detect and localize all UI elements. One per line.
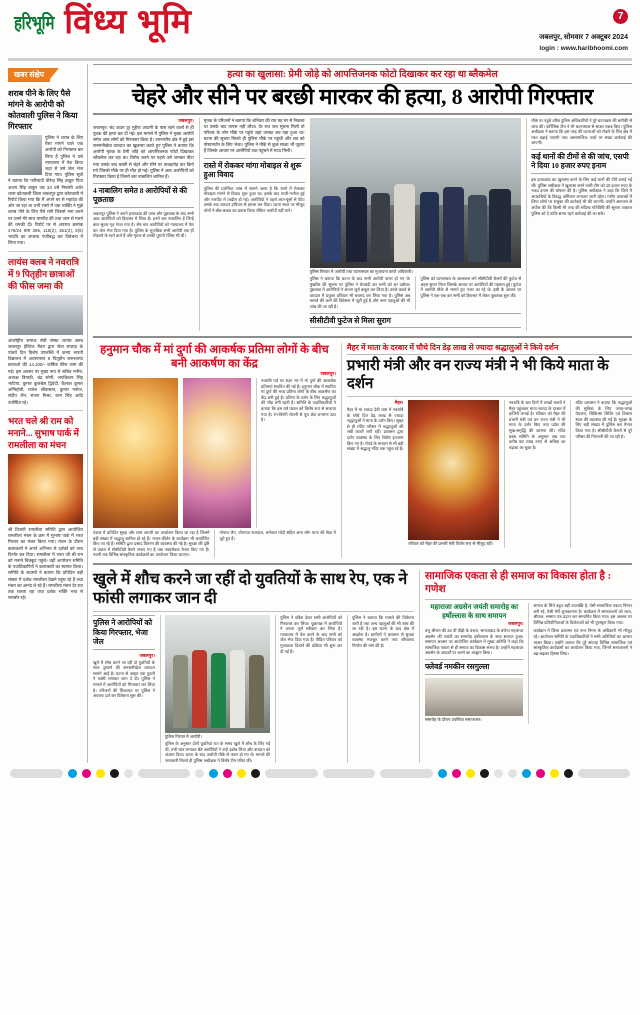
main-content	[88, 64, 632, 763]
sidebar-item-3-text: श्री विजयी रामलीला समिति द्वारा आयोजित रामलीला मंचन के क्रम में सुभाष पार्क में भरत मिलाप का मंचन किया गया। मंचन के दौरान कलाकारों ने अपने अभिनय से दर्शकों को भाव विभोर कर दिया। रामलीला में भरत जी श्री राम को मनाने चित्रकूट पहुंचे। वहीं आयोजन समिति के पदाधिकारियों ने कलाकारों का स्वागत किया। समिति के सदस्यों ने बताया कि प्रतिदिन बड़ी संख्या में दर्शक रामलीला देखने पहुंच रहे हैं तथा मंचन का आनंद ले रहे हैं। रामलीला मंचन देर रात तक चलता रहा तथा दर्शक भक्ति भाव से सराबोर रहे।	[8, 526, 83, 601]
lead-col-1-text: जबलपुर। चंद कदम दूर मुहैया आदमी के पास रहने वालों से ही युवक की हत्या कर दी गई। इस मामले में पुलिस ने मुख्य आरोपी समेत आठ लोगों को गिरफ्तार किया है। उपनगरीय क्षेत्र में हुई इस सनसनीखेज वारदात का खुलासा करते हुए पुलिस ने बताया कि आरोपी मृतक के प्रेमी जोड़े को आपत्तिजनक फोटो दिखाकर ब्लैकमेल कर रहा था। विरोध करने पर पहले उसे जमकर पीटा गया उसके बाद बरछी से चेहरे और सीने पर ताबड़तोड़ वार किये गये जिससे मौके पर ही मौत हो गई। पुलिस ने आठ आरोपियों को गिरफ्तार किया है जिनमें चार नाबालिग शामिल हैं।	[93, 125, 194, 179]
sidebar-divider-1	[8, 251, 83, 252]
bottom-right-columns	[425, 603, 632, 723]
bottom-right-subhead: फ्लेवर्ड नमकीन रसगुल्ला	[425, 659, 524, 675]
reg-dot-black	[251, 769, 260, 778]
lead-col-2-text: मृतक के परिजनों ने बताया कि शनिवार की रात वह घर से निकला था उसके बाद वापस नहीं लौटा। देर रात जब सूचना मिली तो परिवार के लोग मौके पर पहुंचे जहां उसका शव पड़ा हुआ था। घटना की सूचना मिलते ही पुलिस मौके पर पहुंची और शव को पोस्टमार्टम के लिए भेजा। पुलिस ने मौके से कुछ साक्ष्य भी जुटाए हैं जिनके आधार पर आरोपियों तक पहुंचने में मदद मिली।	[203, 118, 305, 154]
lead-col-1	[93, 118, 194, 331]
sidebar-item-2-photo	[8, 295, 83, 335]
mid-left-text-col	[256, 378, 336, 528]
mid-right-columns	[347, 400, 632, 548]
lead-col-3	[310, 276, 411, 310]
bottom-left-col-4	[347, 615, 414, 763]
sidebar-badge: खबर संक्षेप	[8, 68, 50, 82]
bottom-left-headline: खुले में शौच करने जा रहीं दो युवतियों के साथ रेप, एक ने फांसी लगाकर जान दी	[93, 571, 408, 608]
reg-dot-cyan	[209, 769, 218, 778]
masthead-meta	[539, 6, 628, 52]
reg-bar-segment	[138, 769, 191, 778]
page-number-badge: 7	[613, 9, 628, 24]
mid-left-col-2-text: पंडाल में प्रतिदिन सुबह और शाम आरती का आयोजन किया जा रहा है जिसमें बड़ी संख्या में श्रद्धालु शामिल हो रहे हैं। भजन-कीर्तन के कार्यक्रम भी आयोजित किए जा रहे हैं। समिति द्वारा प्रसाद वितरण की व्यवस्था की गई है। सुरक्षा की दृष्टि से पंडाल में सीसीटीवी कैमरे लगाए गए हैं तथा स्वयंसेवक तैनात किए गए हैं। नवमी तक विभिन्न सांस्कृतिक कार्यक्रमों का आयोजन किया जाएगा।	[93, 530, 210, 558]
lead-subhead-3: सीसीटीवी फुटेज से मिला सुराग	[310, 313, 522, 329]
lead-subhead-1-text: जबलपुर पुलिस ने अपने हत्याकांड की जांच और पूछताछ के बाद सभी आठ आरोपियों को हिरासत में लिया है। इनमें चार नाबालिग हैं जिन्हें बाल सुधार गृह भेजा गया है। शेष चार आरोपियों को न्यायालय में पेश कर जेल भेज दिया गया है। पुलिस के मुताबिक सभी आरोपी एक ही मोहल्ले के रहने वाले हैं और मृतक से उनकी पुरानी रंजिश भी थी।	[93, 210, 194, 239]
lead-photo	[310, 118, 522, 268]
mid-right-caption: रविवार को मैहर की प्रभारी मंत्री विशेष रूप से मौजूद रहीं।	[408, 541, 494, 547]
mid-left-headline: हनुमान चौक में मां दुर्गा की आकर्षक प्रतिमा लोगों के बीच बनी आकर्षण का केंद्र	[100, 344, 329, 371]
bottom-left-col-1	[93, 615, 155, 763]
mid-right-col-1-text: मैहर में मां शारदा देवी धाम में नवरात्रि के चौथे दिन डेढ़ लाख से ज्यादा श्रद्धालुओं ने माता के दर्शन किए। सुबह से ही मंदिर परिसर में श्रद्धालुओं की लंबी कतारें लगी रहीं। प्रशासन द्वारा दर्शन व्यवस्था के लिए विशेष इंतजाम किए गए हैं। रोपवे के माध्यम से भी बड़ी संख्या में श्रद्धालु मंदिर तक पहुंच रहे हैं।	[346, 407, 404, 452]
mid-bottom-rule	[93, 563, 632, 565]
reg-dot-pale-1	[124, 769, 133, 778]
mid-right-col-3	[570, 400, 632, 548]
mid-right-headline: प्रभारी मंत्री और वन राज्य मंत्री ने भी किये माता के दर्शन	[346, 358, 609, 393]
mid-section	[93, 343, 632, 558]
bottom-left-col-3-text: पुलिस ने दबिश देकर सभी आरोपियों को गिरफ्तार कर लिया। पूछताछ में आरोपियों ने अपना जुर्म स्वीकार कर लिया है। न्यायालय में पेश करने के बाद सभी को जेल भेज दिया गया है। पीड़ित परिवार को मुआवजा दिलाने की प्रक्रिया भी शुरू कर दी गई है।	[280, 615, 343, 654]
dateline: जबलपुर, सोमवार 7 अक्टूबर 2024	[539, 34, 628, 41]
lead-headline: चेहरे और सीने पर बरछी मारकर की हत्या, 8 आरोपी गिरफ्तार	[131, 84, 594, 109]
mid-right-photo	[408, 400, 498, 540]
mid-left-caption: गोपाल जैन, योगराज राजपाल, धर्मपाल मोदी सहित अन्य लोग माता की सेवा में जुटे हुए हैं।	[219, 530, 336, 541]
lead-subhead-3-text: पुलिस को घटनास्थल के आसपास लगे सीसीटीवी कैमरों की फुटेज से अहम सुराग मिला जिसके आधार पर आरोपियों की पहचान हुई। फुटेज में आरोपी मौके से भागते हुए नजर आ रहे थे। इसी के आधार पर पुलिस ने एक-एक कर सभी को हिरासत में लेकर पूछताछ शुरू की।	[420, 276, 522, 298]
reg-bar-segment	[10, 769, 63, 778]
mid-left-col-1-text: नवरात्रि पर्व पर शहर भर में मां दुर्गा की आकर्षक प्रतिमाएं स्थापित की गई हैं। हनुमान चौक में स्थापित मां दुर्गा की भव्य प्रतिमा लोगों के बीच आकर्षण का केंद्र बनी हुई है। प्रतिमा के दर्शन के लिए श्रद्धालुओं की भीड़ लगी रहती है। समिति के पदाधिकारियों ने बताया कि इस वर्ष पंडाल को विशेष रूप से सजाया गया है। रंग-बिरंगी रोशनी से पूरा क्षेत्र जगमगा उठा है।	[261, 378, 336, 423]
mid-left-byline: जबलपुर।	[320, 371, 336, 377]
lead-col-2	[199, 118, 305, 331]
sidebar-item-1[interactable]	[8, 88, 83, 247]
lead-col-4-text: मौके पर पहुंचे वरिष्ठ पुलिस अधिकारियों ने पूरे घटनाक्रम की बारीकी से जांच की। फॉरेंसिक टीम ने भी घटनास्थल से साक्ष्य एकत्र किए। पुलिस अधीक्षक ने बताया कि इस तरह की घटनाओं को रोकने के लिए क्षेत्र में गश्त बढ़ाई जाएगी तथा असामाजिक तत्वों पर सख्त कार्रवाई की जाएगी।	[531, 118, 632, 146]
masthead	[0, 0, 640, 58]
reg-dot-pale-4	[508, 769, 517, 778]
reg-dot-magenta	[452, 769, 461, 778]
sidebar-item-1-text: पुलिस ने शराब के लिए पैसा मांगने वाले एक आरोपी को गिरफ्तार कर लिया है पुलिस ने उसे न्यायालय में पेश किया जहां से उसे जेल भेज दिया गया। पुलिस सूत्रों ने बताया कि फरियादी वीरेन्द्र सिंह ठाकुर पिता अजय सिंह ठाकुर उम्र 33 वर्ष निवासी अधेर थाना कोतवाली जिला जबलपुर द्वारा कोतवाली में रिपोर्ट किया गया कि मैं अपने घर से महादेव की ओर जा रहा था तभी रास्ते में एक व्यक्ति ने मुझे शराब पीने के लिए पैसे मांगे जिससे मना करने पर उसने मेरे साथ मारपीट की तथा जान से मारने की धमकी दी। रिपोर्ट पर से अपराध क्रमांक 478/24 धारा 296, 115(2), 351(2), 3(5) भादवि का अपराध पंजीबद्ध कर विवेचना में लिया गया।	[8, 135, 84, 246]
sidebar-news-briefs	[8, 64, 88, 763]
mid-right-col-2-text: नवरात्रि के चार दिनों में लाखों भक्तों ने मैहर पहुंचकर माता शारदा के दरबार में हाजिरी लगाई है। रविवार को मैहर की प्रभारी मंत्री एवं वन राज्य मंत्री ने भी माता के दर्शन किए तथा प्रदेश की सुख-समृद्धि की कामना की। मंदिर प्रबंध समिति के अनुसार अब तक करीब 50 लाख रुपए से अधिक का चढ़ावा आ चुका है।	[508, 400, 566, 450]
bottom-right-col-3-text: कार्यक्रम में जिला प्रशासन एवं नगर निगम के अधिकारी भी मौजूद रहे। आयोजन समिति के पदाधिकारियों ने सभी अतिथियों का आभार व्यक्त किया। उन्होंने बताया कि पूरे सप्ताह विभिन्न सामाजिक एवं सांस्कृतिक कार्यक्रमों का आयोजन किया गया, जिनमें समाजजनों ने बढ़-चढ़कर हिस्सा लिया।	[533, 628, 632, 656]
mid-left-photo-1	[93, 378, 178, 528]
reg-dot-black	[480, 769, 489, 778]
bottom-left-col-1-text: खुले में शौच करने जा रहीं दो युवतियों के साथ दुष्कर्म की सनसनीखेज वारदात सामने आई है। घटना से आहत एक युवती ने फांसी लगाकर जान दे दी। पुलिस ने मामले में आरोपियों को गिरफ्तार कर लिया है। परिजनों की शिकायत पर पुलिस ने अपराध दर्ज कर विवेचना शुरू की।	[93, 659, 155, 699]
bottom-right-col-1	[425, 603, 524, 723]
bottom-right-col-2-text: समाज के लिये बहुत बड़ी उपलब्धि है, ऐसी सामाजिक एकता निरंतर बनी रहे, ऐसी मेरी शुभकामना है। कार्यक्रम में समाजजनों को शाल, श्रीफल, सम्मान पत्र प्रदान कर सम्मानित किया गया। इस अवसर पर विभिन्न प्रतियोगिताओं के विजेताओं को भी पुरस्कृत किया गया।	[533, 603, 632, 625]
sidebar-item-3[interactable]	[8, 415, 83, 601]
reg-dot-black	[110, 769, 119, 778]
bottom-section	[93, 570, 632, 763]
reg-dot-pale-2	[195, 769, 204, 778]
reg-bar-segment	[578, 769, 631, 778]
reg-dot-black	[564, 769, 573, 778]
bottom-right-story[interactable]	[419, 570, 632, 763]
lead-subhead-2: रास्ते में रोककर मांगा मोबाइल से शुरू हुआ विवाद	[204, 158, 305, 183]
reg-dot-magenta	[223, 769, 232, 778]
page-body	[0, 61, 640, 763]
mid-left-photo-col	[93, 378, 178, 528]
mid-right-kicker: मैहर में माता के दरबार में चौथे दिन डेढ़ लाख से ज्यादा श्रद्धालुओं ने किये दर्शन	[347, 343, 632, 355]
bottom-left-story[interactable]	[93, 570, 414, 763]
mid-right-col-2	[504, 400, 566, 548]
reg-dot-cyan	[68, 769, 77, 778]
reg-dot-yellow	[466, 769, 475, 778]
bottom-right-photo	[425, 678, 524, 716]
bottom-left-caption: पुलिस गिरफ्त में आरोपी।	[164, 734, 202, 740]
reg-dot-yellow	[550, 769, 559, 778]
bottom-right-col-1-text: प्रभु श्रीराम की 34 वीं पीढ़ी के वंशज, समाजवाद के प्रणेता महाराजा अग्रसेन की जयंती का समारोह हर्षोल्लास के साथ समाप्त हुआ। समापन अवसर पर आयोजित कार्यक्रम में मुख्य अतिथि ने कहा कि सामाजिक एकता से ही समाज का विकास संभव है। उन्होंने महाराजा अग्रसेन के आदर्शों पर चलने का आह्वान किया।	[424, 628, 524, 656]
reg-dot-cyan	[522, 769, 531, 778]
reg-dot-pale-3	[494, 769, 503, 778]
lead-byline: जबलपुर।	[178, 118, 194, 123]
lead-col-3b	[415, 276, 521, 310]
sidebar-item-3-photo	[8, 454, 83, 524]
lead-kicker-box	[93, 64, 632, 84]
lead-photo-sub-columns	[310, 276, 522, 310]
bottom-right-col-2	[528, 603, 632, 723]
lead-subhead-1: 4 नाबालिग समेत 8 आरोपियों से की पूछताछ	[93, 183, 194, 208]
lead-subhead-4: कई थानों की टीमों से की जांच, एसपी ने दिया 10 हजार रुपए इनाम	[531, 149, 632, 174]
mid-left-photo-col-2	[183, 378, 251, 528]
mid-right-col-3-text: मंदिर प्रशासन ने बताया कि श्रद्धालुओं की सुविधा के लिए जगह-जगह पेयजल, चिकित्सा शिविर एवं विश्राम स्थल की व्यवस्था की गई है। सुरक्षा के लिए बड़ी संख्या में पुलिस बल तैनात किया गया है। सीसीटीवी कैमरों से पूरे परिसर की निगरानी की जा रही है।	[575, 400, 632, 439]
lead-photo-col	[310, 118, 522, 331]
bottom-left-col-4-text: पुलिस ने बताया कि मामले की विवेचना जारी है तथा अन्य पहलुओं की भी जांच की जा रही है। इस घटना के बाद क्षेत्र में आक्रोश है। ग्रामीणों ने प्रशासन से सुरक्षा व्यवस्था मजबूत करने तथा शौचालय निर्माण की मांग की है।	[352, 615, 414, 648]
mid-right-story[interactable]	[341, 343, 632, 558]
bottom-right-headline: सामाजिक एकता से ही समाज का विकास होता है : गणेश	[424, 571, 612, 596]
mid-right-rule	[347, 396, 632, 397]
reg-dot-magenta	[82, 769, 91, 778]
lead-kicker: हत्या का खुलासा: प्रेमी जोड़े को आपत्तिजनक फोटो दिखाकर कर रहा था ब्लैकमेल	[227, 70, 498, 80]
bottom-left-byline: जबलपुर।	[139, 652, 155, 658]
reg-dot-magenta	[536, 769, 545, 778]
reg-bar-segment	[323, 769, 376, 778]
bottom-right-green-subhead: महाराजा अग्रसेन जयंती समारोह का हर्षोल्लास के साथ समापन	[430, 603, 519, 621]
reg-bar-segment	[380, 769, 433, 778]
bottom-left-photo-col	[160, 615, 270, 763]
bottom-left-subhead: पुलिस ने आरोपियों को किया गिरफ्तार, भेजा जेल	[93, 615, 155, 650]
mid-left-lower	[93, 530, 336, 558]
lead-photo-caption: पुलिस गिरफ्त में आरोपी तथा घटनास्थल का मुआयना करते अधिकारी।	[309, 269, 413, 274]
sidebar-item-2[interactable]	[8, 256, 83, 406]
sidebar-divider-2	[8, 410, 83, 411]
bottom-left-photo	[165, 615, 270, 733]
reg-dot-cyan	[438, 769, 447, 778]
bottom-right-rule	[425, 599, 632, 600]
sidebar-item-1-photo	[8, 135, 42, 175]
bottom-left-col-2-text: पुलिस के अनुसार दोनों युवतियां रात के समय खुले में शौच के लिए गई थीं, तभी घात लगाकर बैठे आरोपियों ने उन्हें दबोच लिया और वारदात को अंजाम दिया। घटना के बाद आरोपी मौके से फरार हो गए थे। मामले की जानकारी मिलते ही पुलिस अधीक्षक ने विशेष टीम गठित की।	[164, 741, 271, 763]
lead-headline-rule	[93, 113, 632, 115]
lead-subhead-4-text: इस हत्याकांड का खुलासा करने के लिए कई थानों की टीमें बनाई गईं थीं। पुलिस अधीक्षक ने खुलासा करने वाली टीम को 10 हजार रुपए के नकद इनाम की घोषणा की है। पुलिस अधीक्षक ने कहा कि जिले में अपराधियों के विरुद्ध अभियान लगातार जारी रहेगा। गंभीर अपराधों में लिप्त लोगों पर रासुका की कार्रवाई भी की जाएगी। उन्होंने आमजन से अपील की कि किसी भी तरह की संदिग्ध गतिविधि की सूचना तत्काल पुलिस को दें ताकि समय रहते कार्रवाई की जा सके।	[531, 176, 632, 216]
bottom-left-rule	[93, 611, 414, 612]
mid-left-caption-col	[214, 530, 335, 558]
sidebar-item-1-headline: शराब पीने के लिए पैसे मांगने के आरोपी को कोतवाली पुलिस ने किया गिरफ्तार	[8, 89, 78, 131]
lead-col-4	[526, 118, 632, 331]
print-registration-bar	[0, 763, 640, 778]
mid-left-story[interactable]	[93, 343, 336, 558]
haribhoomi-logo: हरिभूमि	[14, 13, 55, 34]
lead-col-3-text: पुलिस ने बताया कि घटना के बाद सभी आरोपी फरार हो गए थे। मुखबिर की सूचना पर पुलिस ने घेराबंदी कर सभी को धर दबोचा। पूछताछ में आरोपियों ने अपना जुर्म कबूल कर लिया है। उनके कब्जे से वारदात में प्रयुक्त हथियार भी बरामद कर लिया गया है। पुलिस अब मामले की आगे की विवेचना में जुटी हुई है और अन्य पहलुओं की भी जांच की जा रही है।	[309, 276, 411, 309]
website-login-line[interactable]: login : www.haribhoomi.com	[539, 45, 628, 52]
reg-dot-yellow	[96, 769, 105, 778]
lead-bottom-rule	[93, 336, 632, 338]
bottom-left-col-3	[275, 615, 342, 763]
lead-subhead-2-text: पुलिस की प्रारंभिक जांच में सामने आया है कि रास्ते में रोककर मोबाइल मांगने से विवाद शुरू हुआ था। इसके बाद गाली-गलौज हुई और मारपीट में तब्दील हो गई। आरोपियों ने पहले लात-घूंसों से पीटा उसके बाद धारदार हथियार से हमला कर दिया। घटना स्थल पर मौजूद लोगों ने बीच-बचाव का प्रयास किया लेकिन आरोपी नहीं माने।	[203, 185, 305, 213]
lead-story	[93, 64, 632, 331]
bottom-right-byline: जबलपुर।	[508, 621, 524, 627]
mid-left-photo-2	[183, 378, 251, 528]
mid-right-col-1	[347, 400, 404, 548]
mid-right-byline: मैहर।	[394, 400, 404, 406]
bottom-left-columns	[93, 615, 414, 763]
vindhya-bhoomi-logo: विंध्य भूमि	[64, 4, 192, 41]
mid-right-photo-col	[408, 400, 498, 548]
mid-left-columns	[93, 378, 336, 528]
sidebar-item-2-headline: लायंस क्लब ने नवरात्रि में 9 पितृहीन छात्राओं की फीस जमा की	[8, 256, 79, 291]
sidebar-item-2-text: अंतर्राष्ट्रीय समाज सेवी संस्था लायंस क्लब जबलपुर हेरिटेज मैडम द्वारा सेवा सप्ताह के पांचवें दिन विशेष उपलब्धि में कन्या भारती विद्यालय में अध्ययनरत 9 पितृहीन जरूरतमंद छात्राओं की 14,100/- वार्षिक फीस जमा की गई। इस अवसर पर मुख्य रूप से सचिव मनीष, अध्यक्ष त्रिपाठी, चंद्र सोनी, जयकिशन सिंह भाटिया, कुमार कुलश्रेष्ठ द्विवेदी, कैलाश कुमार अग्निहोत्री, राजेश श्रीवास्तव, कुमार मनोज, संदीप जैन, संजय मिश्रा, रतन सिंह आदि उपस्थित रहे।	[8, 337, 83, 405]
lead-columns	[93, 118, 632, 331]
bottom-right-caption: समारोह के दौरान उपस्थित समाजजन।	[424, 716, 482, 722]
mid-left-col-2	[93, 530, 209, 558]
reg-dot-yellow	[237, 769, 246, 778]
reg-bar-segment	[265, 769, 318, 778]
sidebar-item-3-headline: भरत चले श्री राम को मनाने... सुभाष पार्क में रामलीला का मंचन	[8, 415, 79, 450]
logo-group	[14, 4, 630, 40]
